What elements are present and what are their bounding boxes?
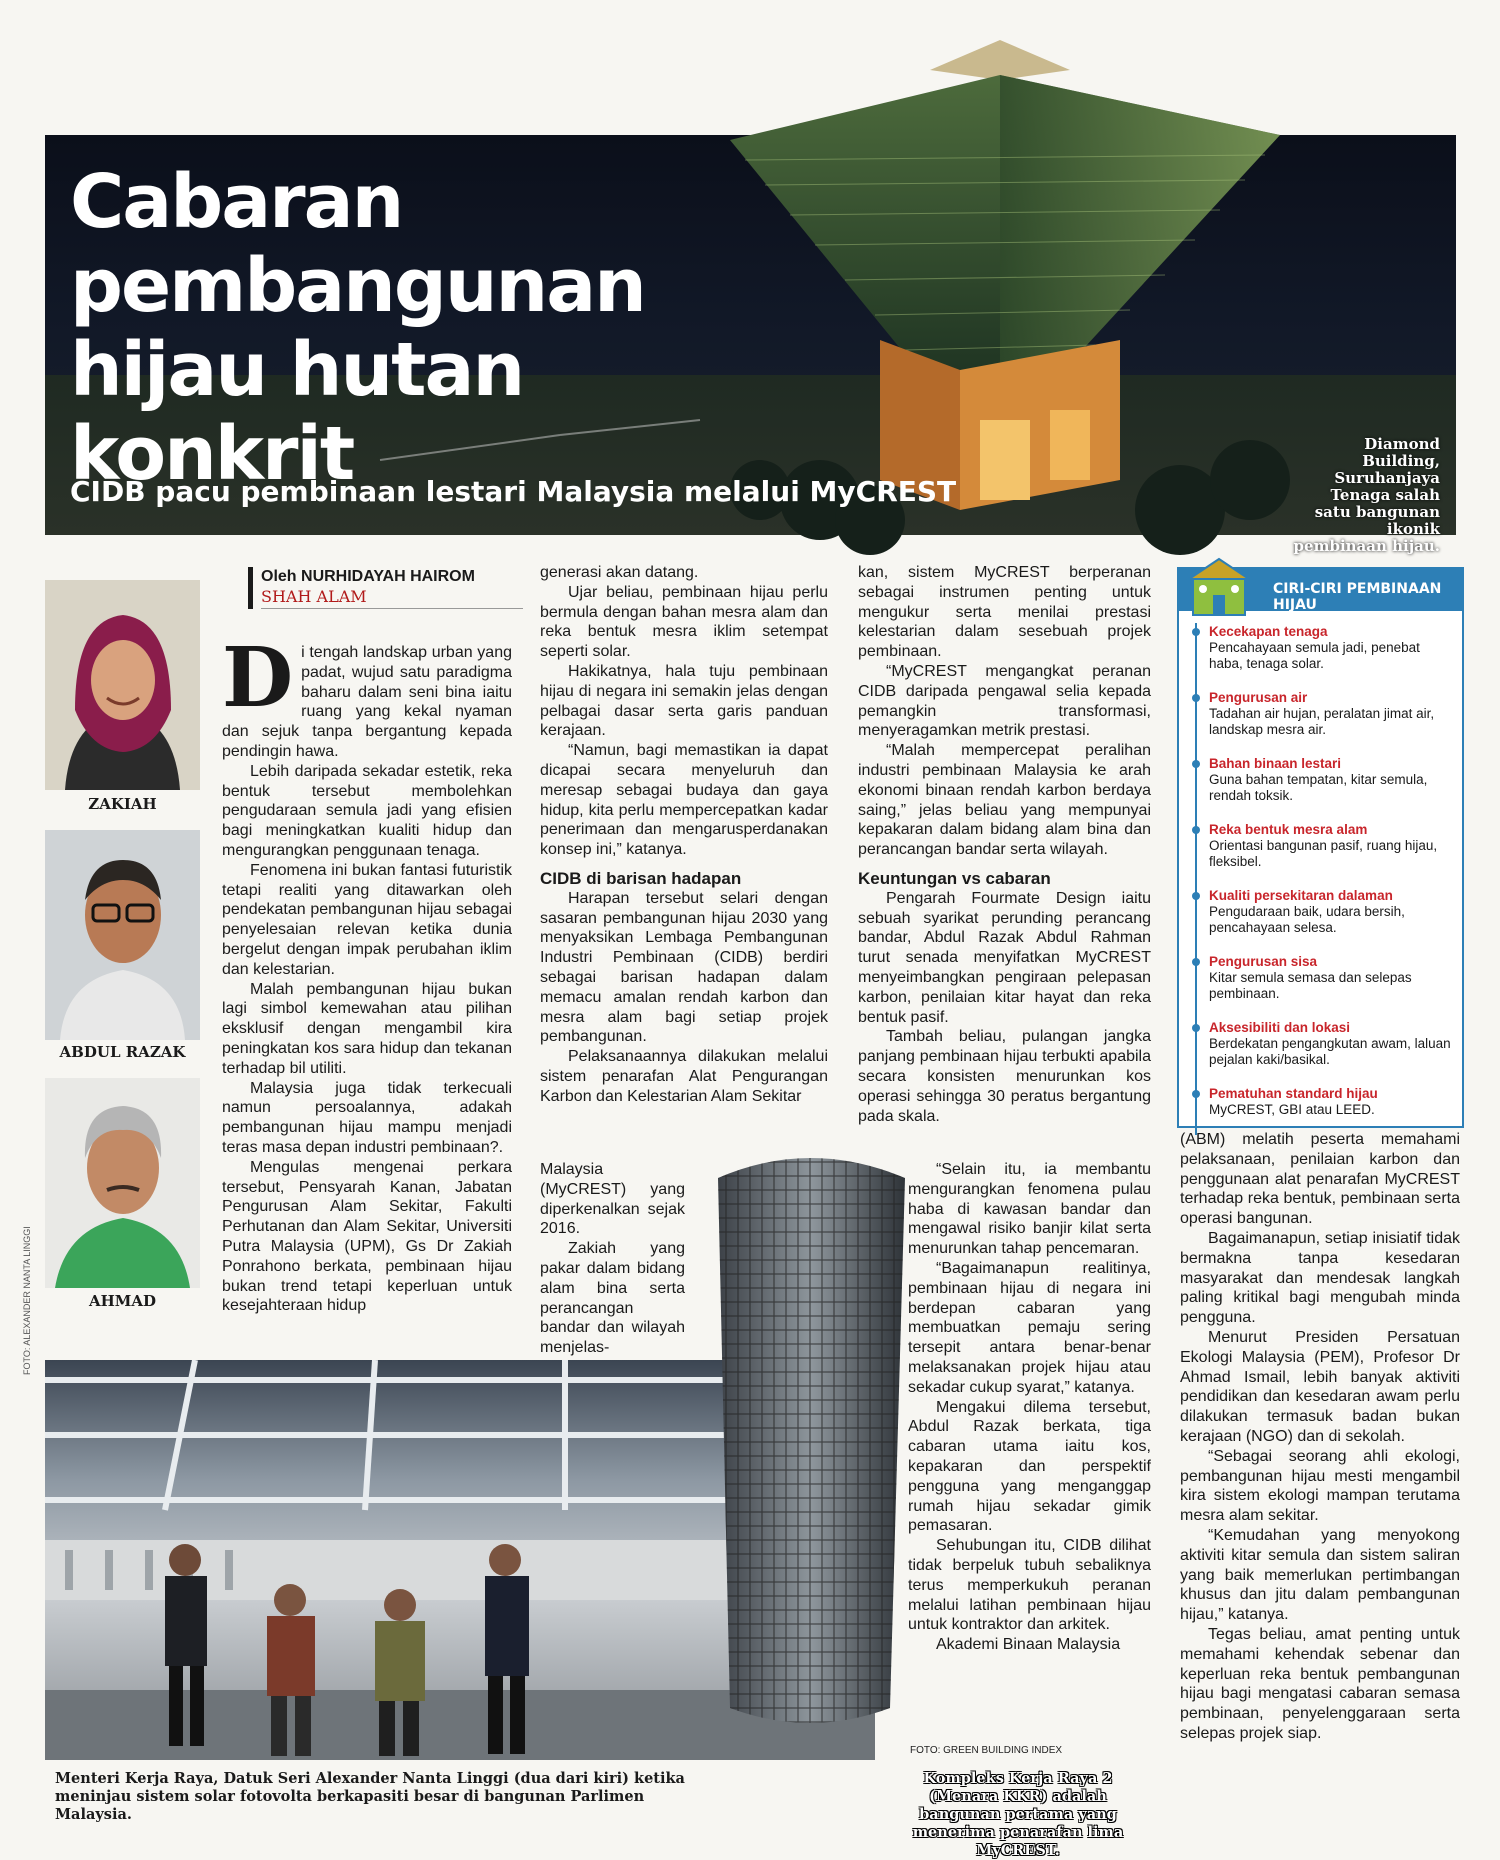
- photo-credit: FOTO: ALEXANDER NANTA LINGGI: [22, 1226, 32, 1375]
- list-item: Bahan binaan lestari Guna bahan tempatan, kitar semula, rendah toksik.: [1197, 755, 1452, 821]
- article-paragraph: Mengakui dilema tersebut, Abdul Razak berkata, tiga cabaran utama iaitu kos, kepakaran dan perspektif pengguna yang menganggap rumah hijau sekadar gimik pemasaran.: [908, 1398, 1151, 1535]
- article-paragraph: Hakikatnya, hala tuju pembinaan hijau di negara ini semakin jelas dengan pelbagai dasar serta garis panduan kerajaan.: [540, 662, 828, 740]
- photo-caption: Kompleks Kerja Raya 2 (Menara KKR) adalah bangunan pertama yang menerima penarafan lima MyCREST.: [912, 1770, 1124, 1859]
- portrait-name-zakiah: ZAKIAH: [88, 795, 157, 813]
- portrait-name-abdul-razak: ABDUL RAZAK: [59, 1043, 186, 1061]
- article-paragraph: Akademi Binaan Malaysia: [936, 1636, 1121, 1654]
- article-column-4: [1180, 1130, 1460, 1744]
- article-column-3: [858, 563, 1151, 1126]
- article-paragraph: “Bagaimanapun realitinya, pembinaan hijau di negara ini berdepan cabaran yang membuatkan pemaju sering tersepit antara benar-benar melaksanakan projek hijau atau sekadar cukup syarat,” katanya.: [908, 1259, 1151, 1396]
- person-icon: [45, 830, 200, 1040]
- article-paragraph: “Sebagai seorang ahli ekologi, pembangunan hijau mesti mengambil kira sistem ekologi mampan terutama mesra alam sekitar.: [1180, 1447, 1460, 1525]
- green-building-features-box: [1177, 567, 1464, 1128]
- menara-kkr-tower: [690, 1148, 930, 1738]
- article-paragraph: Pengarah Fourmate Design iaitu sebuah syarikat perunding perancang bandar, Abdul Razak Abdul Rahman turut senada menyifatkan MyCREST menyeimbangkan pengiraan pelepasan karbon, penilaian kitar hayat dan reka bentuk pasif.: [858, 889, 1151, 1026]
- article-paragraph: Di tengah landskap urban yang padat, wujud satu paradigma baharu dalam seni bina iaitu ruang yang kekal nyaman dan sejuk tanpa bergantung kepada pendingin hawa.: [222, 630, 512, 760]
- byline-location: SHAH ALAM: [261, 586, 523, 609]
- article-paragraph: Sehubungan itu, CIDB dilihat tidak berpeluk tubuh sebaliknya terus memperkukuh peranan melalui latihan pembinaan hijau untuk kontraktor dan arkitek.: [908, 1537, 1151, 1634]
- article-paragraph: Pelaksanaannya dilakukan melalui sistem penarafan Alat Pengurangan Karbon dan Kelestarian Alam Sekitar: [540, 1048, 828, 1105]
- headline-line-3: hijau hutan konkrit: [70, 327, 524, 497]
- headline-line-2: pembangunan: [70, 243, 645, 329]
- photo-credit: FOTO: GREEN BUILDING INDEX: [910, 1745, 1063, 1756]
- article-paragraph: Harapan tersebut selari dengan sasaran pembangunan hijau 2030 yang menyaksikan Lembaga Pembangunan Industri Pembinaan (CIDB) berdiri sebagai barisan hadapan dalam memacu amalan rendah karbon dan mesra alam bagi setiap projek pembangunan.: [540, 889, 828, 1046]
- article-paragraph: generasi akan datang.: [540, 564, 699, 581]
- article-paragraph: “Kemudahan yang menyokong aktiviti kitar semula dan sistem saliran yang baik memerlukan pertimbangan khusus dan jitu dalam pembangunan hijau,” katanya.: [1180, 1526, 1460, 1624]
- article-paragraph: “Selain itu, ia membantu mengurangkan fenomena pulau haba di kawasan bandar dan mengawal risiko banjir kilat serta menurunkan tahap pencemaran.: [908, 1161, 1151, 1258]
- article-paragraph: Menurut Presiden Persatuan Ekologi Malaysia (PEM), Profesor Dr Ahmad Ismail, lebih banyak aktiviti pendidikan dan kesedaran awam perlu dilakukan termasuk badan bukan kerajaan (NGO) dan di sekolah.: [1180, 1328, 1460, 1445]
- person-icon: [45, 1078, 200, 1288]
- article-column-2: [540, 563, 828, 1107]
- subheadline: CIDB pacu pembinaan lestari Malaysia melalui MyCREST: [70, 475, 957, 508]
- portrait-abdul-razak: [45, 830, 200, 1040]
- list-item: Kecekapan tenaga Pencahayaan semula jadi, penebat haba, tenaga solar.: [1197, 623, 1452, 689]
- article-paragraph: Malaysia (MyCREST) yang diperkenalkan sejak 2016.: [540, 1161, 685, 1238]
- article-paragraph: Malaysia juga tidak terkecuali namun persoalannya, adakah pembangunan hijau mampu menjadi teras masa depan industri pembinaan?.: [222, 1079, 512, 1156]
- article-paragraph: “Namun, bagi memastikan ia dapat dicapai secara menyeluruh dan meresap sebagai budaya dan gaya hidup, kita perlu mempercepatkan kadar penerimaan dan mengarusperdanakan konsep ini,” katanya.: [540, 742, 828, 859]
- byline: [248, 567, 523, 609]
- list-item: Pematuhan standard hijau MyCREST, GBI atau LEED.: [1197, 1085, 1452, 1135]
- article-column-1: [222, 630, 512, 1316]
- article-paragraph: kan, sistem MyCREST berperanan sebagai instrumen penting untuk mengukur serta menilai prestasi kelestarian dalam sesebuah projek pembinaan.: [858, 564, 1151, 661]
- article-paragraph: Tegas beliau, amat penting untuk memahami kehendak sebenar dan keperluan reka bentuk pembangunan hijau bagi mengatasi cabaran semasa pembinaan, penyelenggaraan serta selepas projek siap.: [1180, 1625, 1460, 1742]
- person-icon: [45, 580, 200, 790]
- feature-list: [1195, 623, 1452, 1135]
- article-paragraph: Fenomena ini bukan fantasi futuristik tetapi realiti yang ditawarkan oleh pendekatan pembangunan hijau sebagai penyelesaian relevan ketika dunia bergelut dengan impak perubahan iklim dan kelestarian.: [222, 861, 512, 978]
- article-paragraph: (ABM) melatih peserta memahami pelaksanaan, penilaian karbon dan penggunaan alat penarafan MyCREST terhadap reka bentuk, pembinaan serta operasi bangunan.: [1180, 1131, 1460, 1228]
- dropcap: D: [222, 630, 294, 726]
- photo-caption: Menteri Kerja Raya, Datuk Seri Alexander Nanta Linggi (dua dari kiri) ketika meninjau sistem solar fotovolta berkapasiti besar di bangunan Parlimen Malaysia.: [55, 1770, 685, 1823]
- box-header: [1179, 569, 1462, 611]
- article-paragraph: Mengulas mengenai perkara tersebut, Pensyarah Kanan, Jabatan Pengurusan Alam Sekitar, Fakulti Perhutanan dan Alam Sekitar, Universiti Putra Malaysia (UPM), Gs Dr Zakiah Ponrahono berkata, pembinaan hijau bukan trend tetapi keperluan untuk kesejahteraan hidup: [222, 1158, 512, 1315]
- byline-author: Oleh NURHIDAYAH HAIROM: [261, 568, 475, 585]
- list-item: Reka bentuk mesra alam Orientasi bangunan pasif, ruang hijau, fleksibel.: [1197, 821, 1452, 887]
- article-column-3-narrow: [908, 1160, 1151, 1655]
- article-paragraph: Malah pembangunan hijau bukan lagi simbol kemewahan atau pilihan eksklusif dengan mengambil kira peningkatan kos sara hidup dan tekanan terhadap bil utiliti.: [222, 980, 512, 1077]
- list-item: Aksesibiliti dan lokasi Berdekatan pengangkutan awam, laluan pejalan kaki/basikal.: [1197, 1019, 1452, 1085]
- article-paragraph: Tambah beliau, pulangan jangka panjang pembinaan hijau terbukti apabila secara konsisten menurunkan kos operasi sehingga 30 peratus bergantung pada skala.: [858, 1028, 1151, 1125]
- list-item: Pengurusan air Tadahan air hujan, peralatan jimat air, landskap mesra air.: [1197, 689, 1452, 755]
- article-paragraph: Zakiah yang pakar dalam bidang alam bina serta perancangan bandar dan wilayah menjelas-: [540, 1240, 685, 1357]
- portrait-zakiah: [45, 580, 200, 790]
- article-paragraph: Ujar beliau, pembinaan hijau perlu bermula dengan bahan mesra alam dan reka bentuk mesra iklim setempat seperti solar.: [540, 583, 828, 661]
- list-item: Pengurusan sisa Kitar semula semasa dan selepas pembinaan.: [1197, 953, 1452, 1019]
- article-paragraph: “Malah mempercepat peralihan industri pembinaan Malaysia ke arah ekonomi binaan rendah karbon berdaya saing,” jelas beliau yang mempunyai kepakaran dalam bidang alam bina dan perancangan bandar serta wilayah.: [858, 742, 1151, 859]
- box-title: CIRI-CIRI PEMBINAAN HIJAU: [1273, 581, 1442, 613]
- hero-photo-caption: Diamond Building, Suruhanjaya Tenaga salah satu bangunan ikonik pembinaan hijau.: [1293, 435, 1440, 555]
- section-heading: CIDB di barisan hadapan: [540, 868, 742, 888]
- article-paragraph: “MyCREST mengangkat peranan CIDB daripada pengawal selia kepada pemangkin transformasi, menyeragamkan metrik prestasi.: [858, 662, 1151, 740]
- article-paragraph: Bagaimanapun, setiap inisiatif tidak bermakna tanpa kesedaran masyarakat dan mendesak langkah paling kritikal bagi mengubah minda pengguna.: [1180, 1229, 1460, 1327]
- headline-line-1: Cabaran: [70, 159, 403, 245]
- green-building-icon: [1183, 555, 1255, 617]
- portrait-name-ahmad: AHMAD: [88, 1292, 157, 1310]
- headline: [70, 160, 830, 496]
- list-item: Kualiti persekitaran dalaman Pengudaraan baik, udara bersih, pencahayaan selesa.: [1197, 887, 1452, 953]
- article-column-2-narrow: [540, 1160, 685, 1358]
- article-paragraph: Lebih daripada sekadar estetik, reka bentuk tersebut membolehkan pengudaraan semula jadi yang efisien bagi meningkatkan kualiti hidup dan mengurangkan penggunaan tenaga.: [222, 762, 512, 859]
- section-heading: Keuntungan vs cabaran: [858, 868, 1051, 888]
- portrait-ahmad: [45, 1078, 200, 1288]
